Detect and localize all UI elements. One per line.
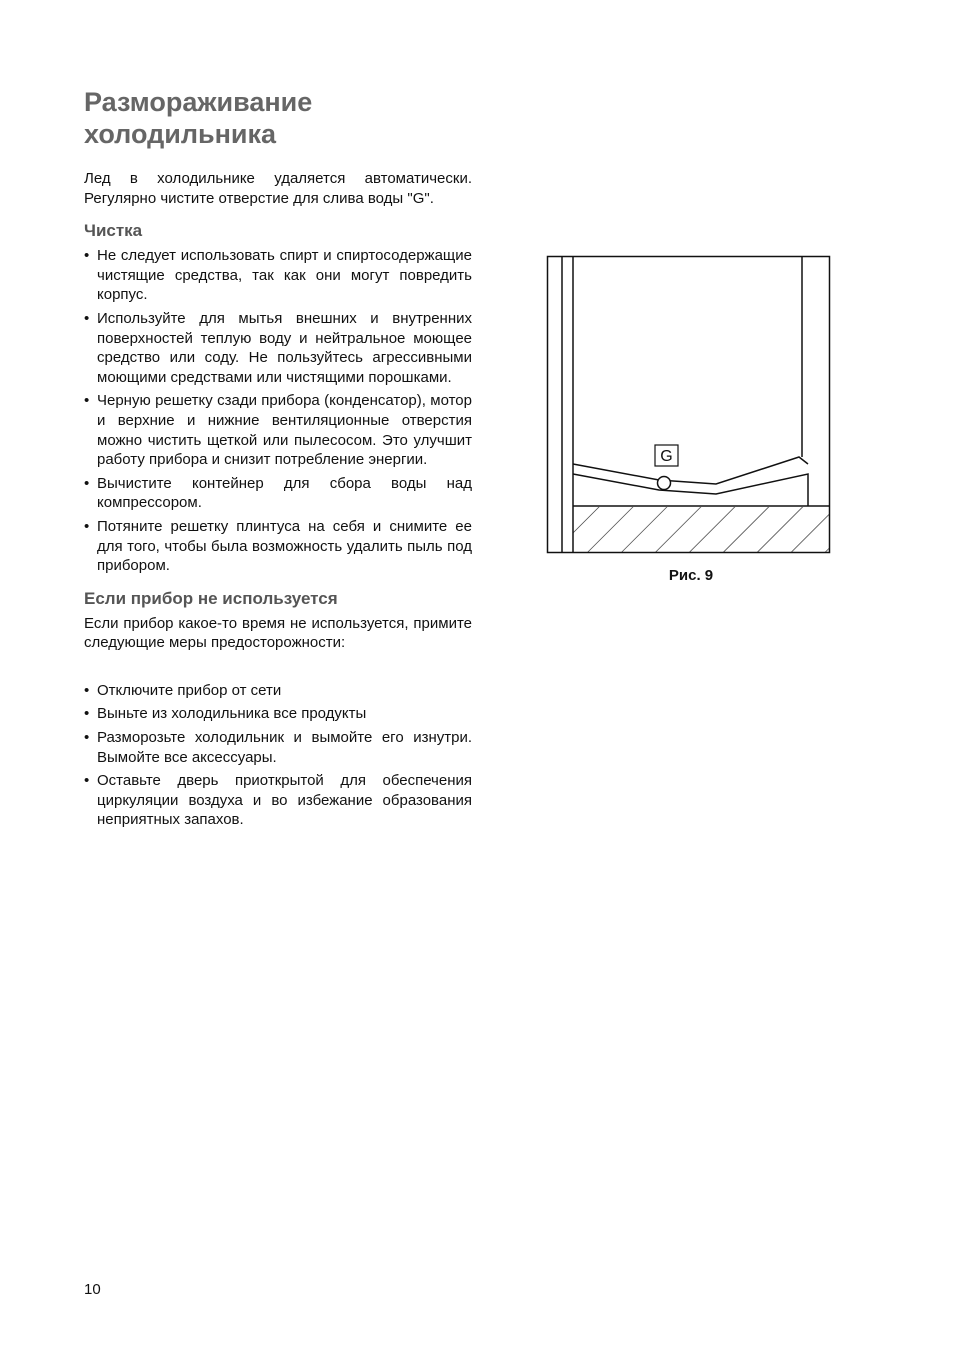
- unused-heading: Если прибор не используется: [84, 588, 338, 608]
- intro-paragraph: Лед в холодильнике удаляется автоматически. Регулярно чистите отверстие для слива воды "G".: [84, 170, 472, 207]
- hatched-base: [573, 507, 830, 552]
- list-item: • Черную решетку сзади прибора (конденсатор), мотор и верхние и нижние вентиляционные отверстия можно чистить щеткой или пылесосом. Это улучшит работу прибора и снизит потребление энергии.: [84, 391, 472, 469]
- text-column: [84, 86, 472, 834]
- unused-list: [84, 681, 472, 830]
- list-item: • Потяните решетку плинтуса на себя и снимите ее для того, чтобы была возможность удалить пыль под прибором.: [84, 517, 472, 576]
- unused-intro: Если прибор какое-то время не используется, примите следующие меры предосторожности:: [84, 614, 472, 652]
- figure-caption: Рис. 9: [668, 567, 714, 584]
- cleaning-list: [84, 246, 472, 576]
- drain-channel-lower: [573, 474, 808, 506]
- list-item: • Используйте для мытья внешних и внутренних поверхностей теплую воду и нейтральное моющее средство или соду. Не пользуйтесь агрессивными моющими средствами или чистящими порошками.: [84, 309, 472, 387]
- page-number: 10: [84, 1281, 101, 1298]
- figure-label-g: G: [660, 448, 673, 465]
- list-item: • Отключите прибор от сети: [84, 681, 472, 701]
- drain-hole-icon: [658, 477, 671, 490]
- list-item: • Выньте из холодильника все продукты: [84, 704, 472, 724]
- list-item: • Оставьте дверь приоткрытой для обеспечения циркуляции воздуха и во избежание образования неприятных запахов.: [84, 771, 472, 830]
- list-item: • Разморозьте холодильник и вымойте его изнутри. Вымойте все аксессуары.: [84, 728, 472, 767]
- page-title: Размораживание холодильника: [84, 87, 313, 149]
- list-item: • Вычистите контейнер для сбора воды над компрессором.: [84, 474, 472, 513]
- cleaning-heading: Чистка: [84, 221, 143, 241]
- list-item: • Не следует использовать спирт и спиртосодержащие чистящие средства, так как они могут повредить корпус.: [84, 246, 472, 305]
- figure-drain-diagram: [546, 254, 832, 556]
